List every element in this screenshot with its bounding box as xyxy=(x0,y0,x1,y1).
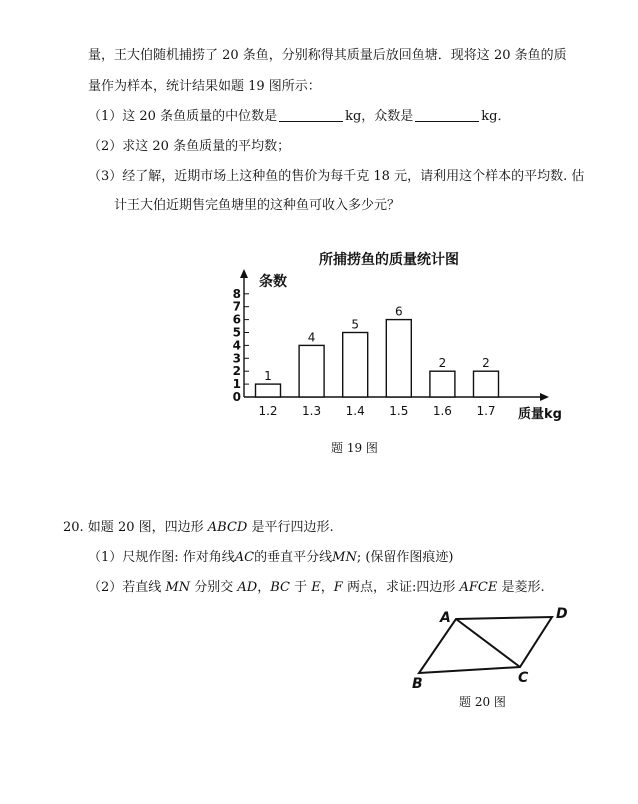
q19-part3-line2: 计王大伯近期售完鱼塘里的这种鱼可收入多少元？ xyxy=(114,198,401,213)
q20-p2-var-e: E xyxy=(311,580,321,595)
q20-p2-var-f: F xyxy=(333,580,343,595)
bar xyxy=(299,345,324,397)
q20-var-abcd: ABCD xyxy=(207,520,248,535)
bar-value-label: 2 xyxy=(438,356,447,371)
q20-p1-text-c: ; (保留作图痕迹) xyxy=(356,550,454,565)
vertex-label-c: C xyxy=(518,670,529,686)
q19-part1-text: （1）这 20 条鱼质量的中位数是 xyxy=(88,109,278,124)
bar xyxy=(474,371,499,397)
y-tick-label: 5 xyxy=(232,325,241,340)
x-tick-label: 1.5 xyxy=(389,404,409,418)
q19-line2: 量作为样本，统计结果如题 19 图所示： xyxy=(88,79,321,94)
x-axis-arrow xyxy=(540,393,549,401)
parallelogram-figure xyxy=(410,605,580,695)
q20-part1 xyxy=(88,549,454,567)
q20-p2-text-e: ， xyxy=(320,580,334,595)
y-tick-label: 4 xyxy=(232,338,241,353)
bar-value-label: 6 xyxy=(394,304,403,319)
q20-p1-text-b: 的垂直平分线 xyxy=(254,550,333,565)
q20-part2 xyxy=(88,579,545,597)
q20-p2-var-mn: MN xyxy=(165,580,191,595)
x-axis-label: 质量kg xyxy=(518,407,562,422)
bar xyxy=(430,371,455,397)
parallelogram-abcd xyxy=(419,617,552,673)
bar-value-label: 1 xyxy=(264,369,272,384)
q20-stem-text: 20. 如题 20 图，四边形 xyxy=(63,520,204,535)
y-tick-label: 3 xyxy=(232,351,241,366)
q20-stem xyxy=(63,519,334,537)
q20-var-ac: AC xyxy=(234,550,255,565)
q20-var-mn: MN xyxy=(332,550,357,565)
x-tick-label: 1.6 xyxy=(432,404,452,418)
q20-p2-var-bc: BC xyxy=(270,580,290,595)
figure-20-caption: 题 20 图 xyxy=(459,695,506,709)
y-tick-label: 7 xyxy=(232,299,241,314)
q20-p2-var-ad: AD xyxy=(237,580,258,595)
y-tick-label: 8 xyxy=(232,286,241,301)
vertex-label-b: B xyxy=(412,676,423,692)
q19-part3-line1: （3）经了解，近期市场上这种鱼的售价为每千克 18 元，请利用这个样本的平均数. 估 xyxy=(88,169,585,184)
x-tick-label: 1.7 xyxy=(476,404,496,418)
y-tick-label: 0 xyxy=(232,390,241,404)
x-tick-label: 1.4 xyxy=(345,404,365,418)
y-tick-label: 1 xyxy=(232,377,241,392)
y-axis-label: 条数 xyxy=(259,274,287,290)
bar-value-label: 5 xyxy=(351,317,360,332)
bar xyxy=(343,333,368,398)
q20-p2-text-c: ， xyxy=(257,580,271,595)
bar xyxy=(386,320,411,397)
bar-value-label: 2 xyxy=(482,356,490,371)
vertex-label-a: A xyxy=(440,610,451,626)
q20-p2-var-afce: AFCE xyxy=(459,580,498,595)
x-tick-label: 1.2 xyxy=(258,404,278,418)
q19-part1-unit2: kg． xyxy=(481,109,511,124)
q20-stem-end: 是平行四边形. xyxy=(251,520,334,535)
y-axis-arrow xyxy=(240,269,248,278)
diagonal-ac xyxy=(456,619,520,667)
q20-p2-text-a: （2）若直线 xyxy=(88,580,162,595)
q19-part2: （2）求这 20 条鱼质量的平均数； xyxy=(88,139,291,154)
figure-19-caption: 题 19 图 xyxy=(331,441,378,455)
q20-p2-text-f: 两点，求证:四边形 xyxy=(346,580,456,595)
bar xyxy=(256,384,281,397)
y-tick-label: 2 xyxy=(232,364,241,379)
y-tick-label: 6 xyxy=(232,312,241,327)
q20-p2-text-d: 于 xyxy=(294,580,308,595)
x-tick-label: 1.3 xyxy=(302,404,322,418)
q20-p2-text-b: 分别交 xyxy=(194,580,234,595)
chart-title: 所捕捞鱼的质量统计图 xyxy=(319,252,459,268)
q19-part1-unit1: kg，众数是 xyxy=(345,109,414,124)
q20-p1-text-a: （1）尺规作图: 作对角线 xyxy=(88,550,235,565)
vertex-label-d: D xyxy=(556,606,568,622)
bar-value-label: 4 xyxy=(307,330,316,345)
q20-p2-text-g: 是菱形. xyxy=(501,580,545,595)
q19-line1: 量，王大伯随机捕捞了 20 条鱼，分别称得其质量后放回鱼塘．现将这 20 条鱼的质 xyxy=(88,48,567,63)
